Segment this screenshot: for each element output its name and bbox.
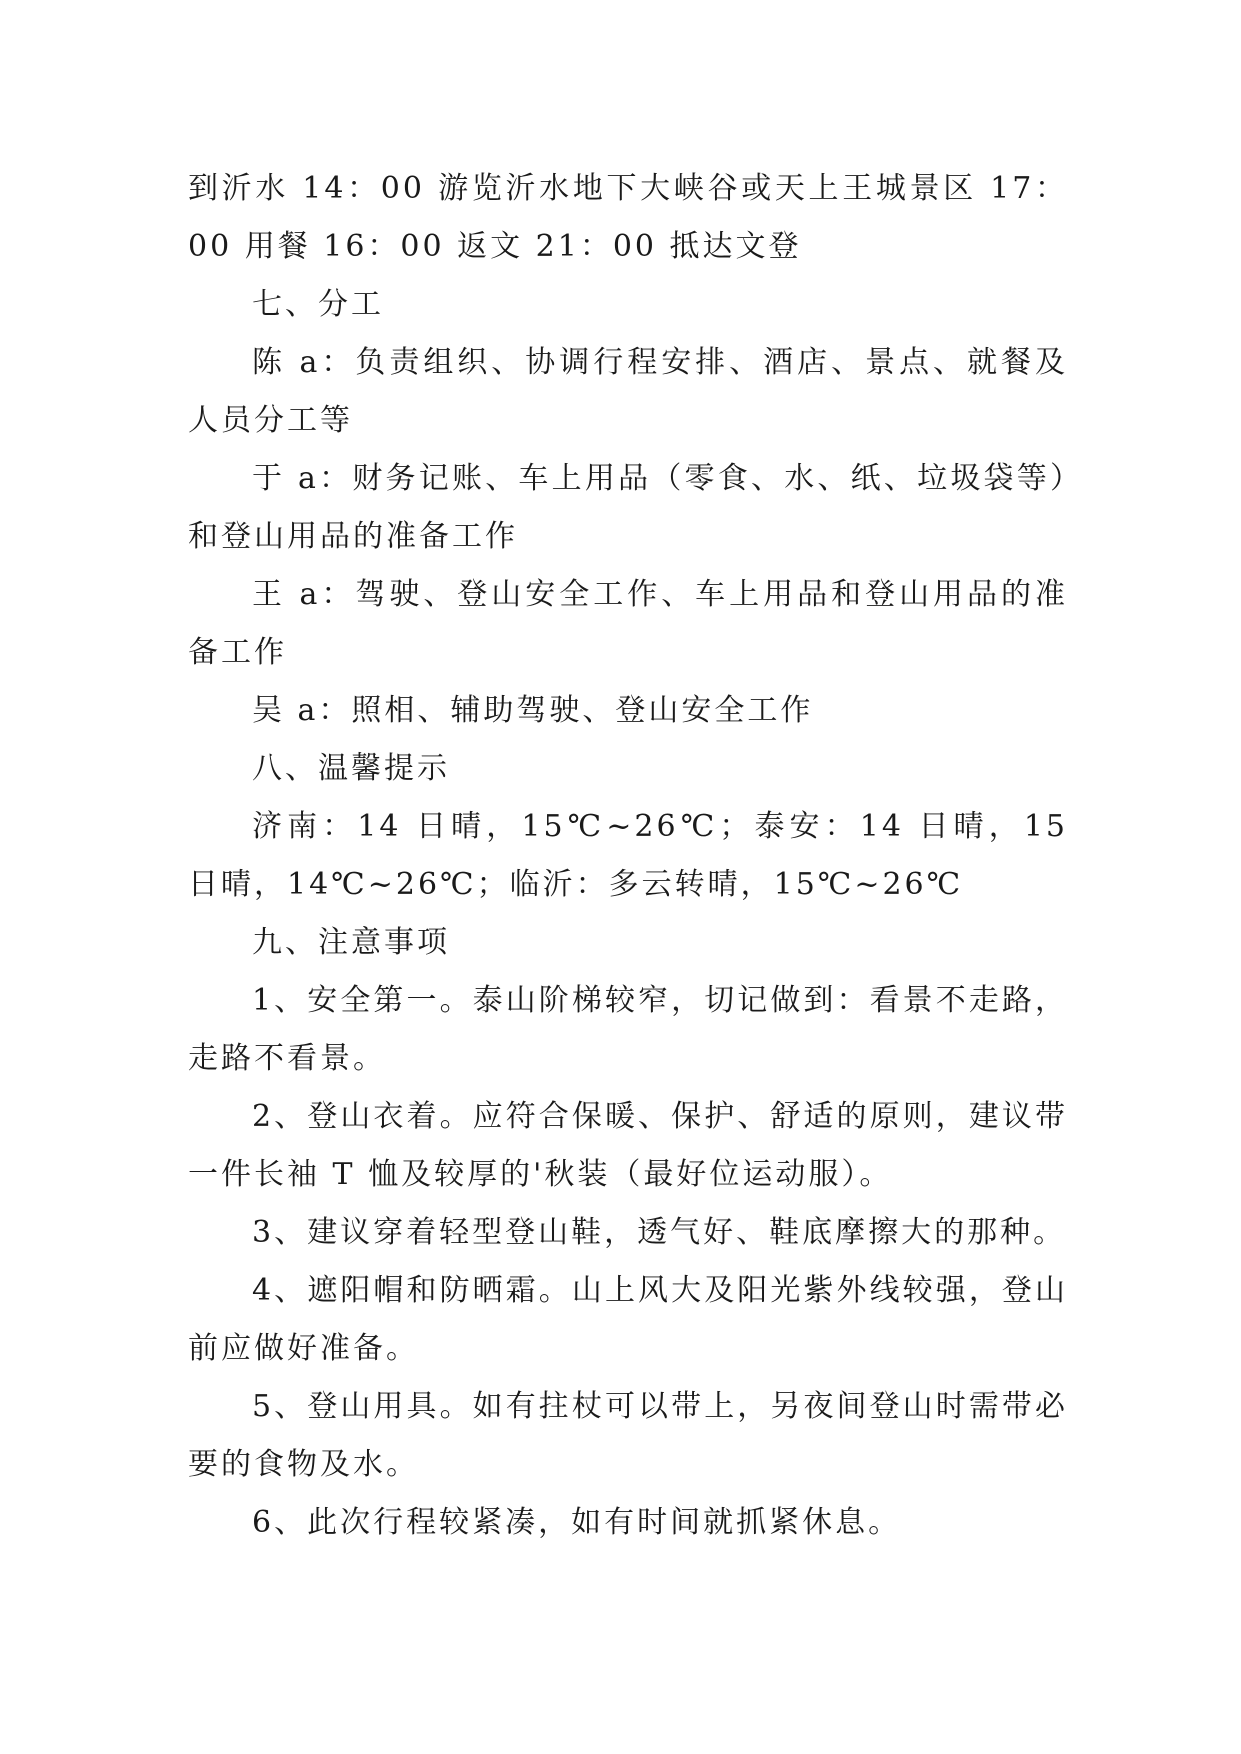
precaution-item-2: 2、登山衣着。应符合保暖、保护、舒适的原则，建议带一件长袖 T 恤及较厚的'秋装（最好位运动服）。 <box>188 1099 1068 1192</box>
duty-paragraph-wang: 王 a：驾驶、登山安全工作、车上用品和登山用品的准备工作 <box>188 577 1068 670</box>
precaution-item-6: 6、此次行程较紧凑，如有时间就抓紧休息。 <box>252 1505 902 1540</box>
section-heading-tips: 八、温馨提示 <box>252 751 450 786</box>
precaution-item-3: 3、建议穿着轻型登山鞋，透气好、鞋底摩擦大的那种。 <box>252 1215 1067 1250</box>
precaution-item-1: 1、安全第一。泰山阶梯较窄，切记做到：看景不走路，走路不看景。 <box>188 983 1068 1076</box>
precaution-item-4: 4、遮阳帽和防晒霜。山上风大及阳光紫外线较强，登山前应做好准备。 <box>188 1273 1068 1366</box>
precaution-item-5: 5、登山用具。如有拄杖可以带上，另夜间登山时需带必要的食物及水。 <box>188 1389 1068 1482</box>
document-body <box>188 160 1068 1552</box>
duty-paragraph-chen: 陈 a：负责组织、协调行程安排、酒店、景点、就餐及人员分工等 <box>188 345 1068 438</box>
duty-paragraph-yu: 于 a：财务记账、车上用品（零食、水、纸、垃圾袋等）和登山用品的准备工作 <box>188 461 1068 554</box>
duty-paragraph-wu: 吴 a：照相、辅助驾驶、登山安全工作 <box>252 693 814 728</box>
weather-paragraph: 济南：14 日晴，15℃~26℃；泰安：14 日晴，15 日晴，14℃~26℃；临沂：多云转晴，15℃~26℃ <box>188 809 1068 902</box>
section-heading-precautions: 九、注意事项 <box>252 925 450 960</box>
section-heading-division-of-labor: 七、分工 <box>252 287 384 322</box>
itinerary-continuation: 到沂水 14：00 游览沂水地下大峡谷或天上王城景区 17：00 用餐 16：00 返文 21：00 抵达文登 <box>188 171 1068 264</box>
